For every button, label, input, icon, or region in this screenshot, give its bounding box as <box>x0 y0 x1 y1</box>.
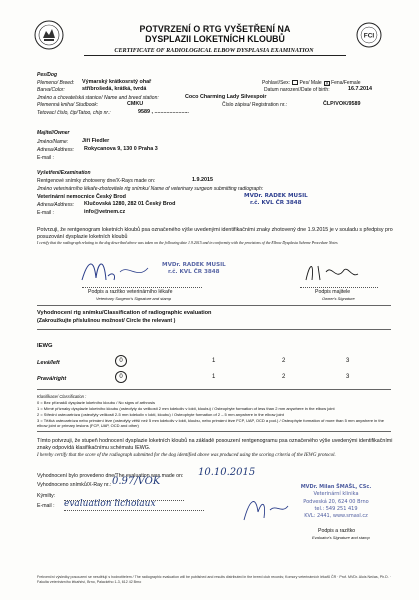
clinic-value: Veterinární nemocnice Český Brod <box>37 194 126 200</box>
classification-line-1: 1 = Mírné příznaky dysplazie loketního kloubu (osteofyty do velikosti 2 mm kdekoliv v lokti, kloubu) / Osteophyte formation of less than 2 mm anywhere in the elbow joint <box>37 406 335 411</box>
divider-classification <box>37 389 391 390</box>
classification-line-2: 2 = Střední osteoartróza (osteofyty velikosti 2-5 mm kdekoliv v lokti, kloubu) / Osteophyte formation of 2 – 5 mm anywhere in the elbow joint <box>37 412 284 417</box>
left-grade-3[interactable]: 3 <box>346 358 350 364</box>
vet-sig-label-en: Veterinary Surgeon's Signature and stamp <box>96 296 172 301</box>
sex-field <box>262 80 361 86</box>
evaluator-signature <box>236 490 296 530</box>
vet-stamp-bottom <box>162 262 226 277</box>
evaluator-stamp-line2: Veterinární klinika <box>313 491 359 498</box>
evaluator-stamp-line4: tel.: 549 251 419 <box>314 505 358 512</box>
breed-label: Plemeno/ Breed: <box>37 80 75 86</box>
declaration-en: I certify that the radiograph relating to the dog described above was taken on the following date 1.9.2015 and in conformity with the provisions of the Elbow Dysplasia Scheme Procedure Notes <box>37 241 338 245</box>
owner-name-value: Jiří Fiedler <box>82 138 110 144</box>
header-subtitle-underline <box>84 55 346 56</box>
dog-name-label: Jméno a chovatelská stanice/ Name and breed station: <box>37 95 159 101</box>
evaluator-signature-scribble-icon <box>236 490 296 530</box>
owner-signature <box>300 256 380 286</box>
male-label: Pes/ Male <box>299 80 322 86</box>
divider-evaluation <box>37 305 391 306</box>
clinic-address-value: Klučovská 1280, 282 01 Český Brod <box>84 201 176 207</box>
male-checkbox[interactable] <box>292 80 298 85</box>
header-subtitle: CERTIFICATE OF RADIOLOGICAL ELBOW DYSPLASIA EXAMINATION <box>114 48 314 54</box>
divider-scheme <box>37 329 391 330</box>
reg-label: Číslo zápisu/ Registration nr.: <box>222 102 288 108</box>
czech-club-logo-icon <box>34 20 64 50</box>
left-grade-2[interactable]: 2 <box>282 358 286 364</box>
breed-value: Výmarský krátkosrstý ohař <box>82 79 152 85</box>
right-grade-3[interactable]: 3 <box>346 374 350 380</box>
owner-sig-label: Podpis majitele <box>315 289 351 295</box>
left-label: Levá/left <box>37 360 60 366</box>
header-title-1: POTVRZENÍ O RTG VYŠETŘENÍ NA <box>139 24 291 34</box>
tattoo-value: 9589 , ....................... <box>138 109 189 115</box>
evaluator-stamp-line5: KVL: 2441, www.smasl.cz <box>304 513 368 519</box>
left-grade-1[interactable]: 1 <box>212 358 216 364</box>
vet-stamp-top <box>244 193 308 208</box>
color-label: Barva/Color: <box>37 87 65 93</box>
footer-text: Frekvenční výsledky posouzení se nesdělují s hodnotitelem / The radiographic evaluation will be published and results distributed in the breed club records; Komory veterinárních lékařů ČR · Prof. MVDr. Alois Nečas, Ph.D. · Fakulta veterinárního lékařství, Brno, Palackého 1-3, 612 42 Brno <box>37 575 391 584</box>
fci-logo <box>356 22 382 48</box>
sex-label: Pohlaví/Sex: <box>262 80 291 86</box>
right-grade-2[interactable]: 2 <box>282 374 286 380</box>
owner-email-label: E-mail : <box>37 155 54 161</box>
color-value: stříbrošedá, krátká, tvrdá <box>82 86 147 92</box>
evaluated-label: Vyhodnocení bylo provedeno dne/The evaluation was made on: <box>37 473 184 479</box>
left-logo <box>34 20 64 50</box>
vet-stamp-bottom-line1: MVDr. RADEK MUSIL <box>162 262 226 268</box>
copies-label: Kýmilty: <box>37 493 56 499</box>
vet-stamp-bottom-line2: r.č. KVL ČR 3848 <box>168 269 220 276</box>
studbook-label: Plemenná kniha/ Studbook: <box>37 102 99 108</box>
clinic-email-label: E-mail : <box>37 210 54 216</box>
studbook-value: CMKU <box>127 101 144 107</box>
owner-sig-label-en: Owner's Signature <box>322 296 355 301</box>
declaration-cz: Potvrzuji, že rentgenogram loketních kloubů psa označeného výše uvedenými identifikačními znaky zhotovený dne 1.9.2015 je v souladu s předpisy pro posuzování dysplazie loketních kloubů <box>37 227 393 240</box>
owner-signature-line <box>300 287 378 288</box>
classification-title: Klasifikace/ Classification : <box>37 394 87 399</box>
xray-label: Rentgenové snímky zhotoveny dne/X-Rays made on: <box>37 178 156 184</box>
right-grade-0[interactable] <box>115 371 127 383</box>
right-label: Pravá/right <box>37 376 67 382</box>
dob-label: Datum narození/Date of birth: <box>264 87 330 93</box>
xray-value: 1.9.2015 <box>192 177 213 183</box>
left-grade-0-text: 0 <box>119 358 123 364</box>
left-grade-0[interactable] <box>115 355 127 367</box>
right-grade-0-text: 0 <box>119 374 123 380</box>
eval-email-line <box>64 510 204 511</box>
xray-nr-row <box>37 482 111 489</box>
divider-confirmation <box>37 431 391 432</box>
tattoo-label: Tetovací číslo, čip/Tatoo, chip nr.: <box>37 110 111 116</box>
evaluation-subtitle: (Zakroužkujte příslušnou možnost/ Circle the relevant ) <box>37 318 176 324</box>
xray-by-label: snímků/X-Ray nr.: <box>70 482 112 488</box>
confirmation-en: I hereby certify that the score of the radiograph submitted for the dog identified above was produced using the scoring criteria of the IEWG protocol. <box>37 453 336 458</box>
vet-signature-line <box>82 287 202 288</box>
evaluator-stamp-line3: Podveská 20, 624 00 Brno <box>303 498 369 505</box>
scheme-label: IEWG <box>37 343 53 349</box>
evaluation-title: Vyhodnocení rtg snímku/Classification of radiographic evaluation <box>37 310 212 316</box>
classification-line-3: 3 = Těžká osteoartróza nebo primární léze (osteofyty větší než 5 mm kdekoliv v lokti, kloubu, nebo primární léze FCP, UAP, OCD a pod.) / Osteophyte formation of more than 5 mm anywhere in the elbow joint or primary lesions (FCP, UAP, OCD and other) <box>37 418 384 429</box>
evaluator-stamp <box>284 484 388 520</box>
clinic-email-value: info@vetnem.cz <box>84 209 126 215</box>
exam-section-title: Vyšetření/Examination <box>37 170 91 176</box>
evaluator-stamp-line1: MVDr. Milan ŠMAŠL, CSc. <box>300 484 372 490</box>
female-checkbox[interactable]: X <box>325 81 329 87</box>
evaluated-value: 10.10.2015 <box>198 467 256 478</box>
dog-section-title: Pes/Dog <box>37 72 58 78</box>
svg-text:FCI: FCI <box>363 32 375 40</box>
vet-stamp-line2: r.č. KVL ČR 3848 <box>250 200 302 207</box>
female-label: Fena/Female <box>331 80 361 86</box>
clinic-address-label: Adresa/Address: <box>37 202 74 208</box>
owner-address-value: Rokycanova 9, 130 0 Praha 3 <box>84 146 158 152</box>
owner-signature-scribble-icon <box>300 256 380 286</box>
dob-value: 16.7.2014 <box>348 86 372 92</box>
xray-by-prefix: Vyhodnoceno <box>37 482 69 488</box>
vet-label: Jméno veterinárního lékaře-zhotovitele rtg snímku/ Name of veterinary surgeon submitting radiograph: <box>37 186 264 192</box>
vet-stamp-line1: MVDr. RADEK MUSIL <box>244 193 308 199</box>
dog-name-value: Coco Charming Lady Silvespoir <box>185 94 267 100</box>
confirmation-cz: Tímto potvrzuji, že stupeň hodnocení dysplazie loketních kloubů na základě posouzení rentgenogramu psa označeného výše uvedenými identifikačními znaky odpovídá klasifikačnímu schématu IEWG. <box>37 438 393 451</box>
reg-value: ČLP/VOK/9589 <box>323 101 361 107</box>
classification-line-0: 0 = Bez příznaků dysplazie loketního kloubu / No signs of arthrosis <box>37 400 155 405</box>
xray-nr-value: 0.97/VOK <box>112 476 161 487</box>
owner-name-label: Jméno/Name: <box>37 139 69 145</box>
right-grade-1[interactable]: 1 <box>212 374 216 380</box>
owner-address-label: Adresa/Address: <box>37 147 74 153</box>
header-title-2: DYSPLAZII LOKETNÍCH KLOUBŮ <box>145 34 285 44</box>
vet-sig-label: Podpis a razítko veterinárního lékaře <box>88 289 173 295</box>
fci-logo-icon <box>356 22 382 48</box>
eval-email-label: E-mail : <box>37 503 55 509</box>
evaluator-sig-label-en: Evaluator's Signature and stamp <box>312 535 370 540</box>
owner-section-title: Majitel/Owner <box>37 130 70 136</box>
evaluator-sig-label: Podpis a razítko <box>318 528 356 534</box>
eval-email-hw: evaluation lichoiaux <box>64 499 156 509</box>
